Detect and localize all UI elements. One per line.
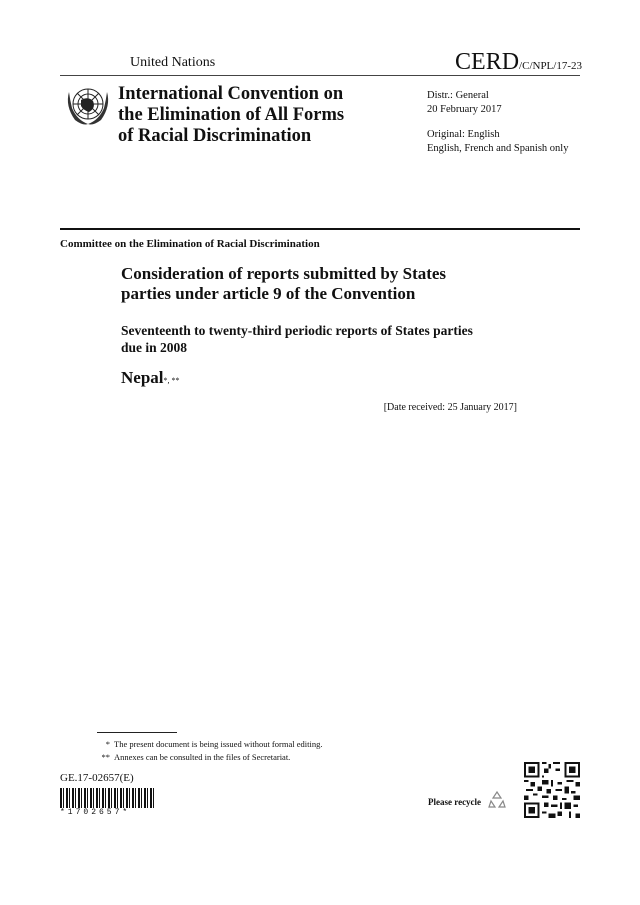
footnote-rule (97, 732, 177, 733)
barcode-number: *1702657* (60, 808, 131, 817)
footnote (92, 751, 322, 764)
sub-heading (121, 322, 473, 356)
date-received: [Date received: 25 January 2017] (383, 402, 517, 413)
organization-name: United Nations (130, 55, 216, 70)
subheading-line: Seventeenth to twenty-third periodic reports of States parties (121, 323, 473, 338)
footnote (92, 738, 322, 751)
footnote-text: Annexes can be consulted in the files of Secretariat. (114, 752, 291, 762)
recycle-label: Please recycle (428, 797, 482, 807)
document-symbol (455, 49, 582, 76)
title-line: of Racial Discrimination (118, 126, 312, 146)
title-line: the Elimination of All Forms (118, 105, 345, 125)
header-rule (60, 75, 580, 76)
country-name: Nepal (121, 368, 164, 387)
heading-line: parties under article 9 of the Convention (121, 284, 416, 303)
document-number: GE.17-02657(E) (60, 772, 134, 784)
footnote-mark: ** (101, 752, 110, 762)
footnote-text: The present document is being issued without formal editing. (114, 739, 323, 749)
available-languages: English, French and Spanish only (427, 143, 569, 154)
title-line: International Convention on (118, 84, 344, 104)
footnote-mark: * (105, 739, 110, 749)
un-emblem-icon (63, 82, 113, 128)
symbol-main: CERD (455, 49, 520, 75)
heading-line: Consideration of reports submitted by States (121, 264, 447, 283)
original-language: Original: English (427, 129, 500, 140)
convention-title (118, 84, 344, 147)
footnote-marks: *, ** (163, 376, 180, 385)
distribution-block (427, 89, 502, 117)
distribution-type: Distr.: General (427, 90, 489, 101)
main-heading (121, 264, 446, 304)
country-title (121, 368, 180, 388)
distribution-date: 20 February 2017 (427, 104, 502, 115)
section-rule (60, 228, 580, 230)
language-block (427, 128, 568, 156)
footnotes (92, 738, 322, 764)
committee-name: Committee on the Elimination of Racial Discrimination (60, 238, 320, 250)
subheading-line: due in 2008 (121, 340, 188, 355)
symbol-suffix: /C/NPL/17-23 (519, 60, 582, 72)
recycle-icon (487, 790, 507, 810)
qr-code-icon (524, 762, 580, 818)
barcode-icon (60, 788, 154, 808)
